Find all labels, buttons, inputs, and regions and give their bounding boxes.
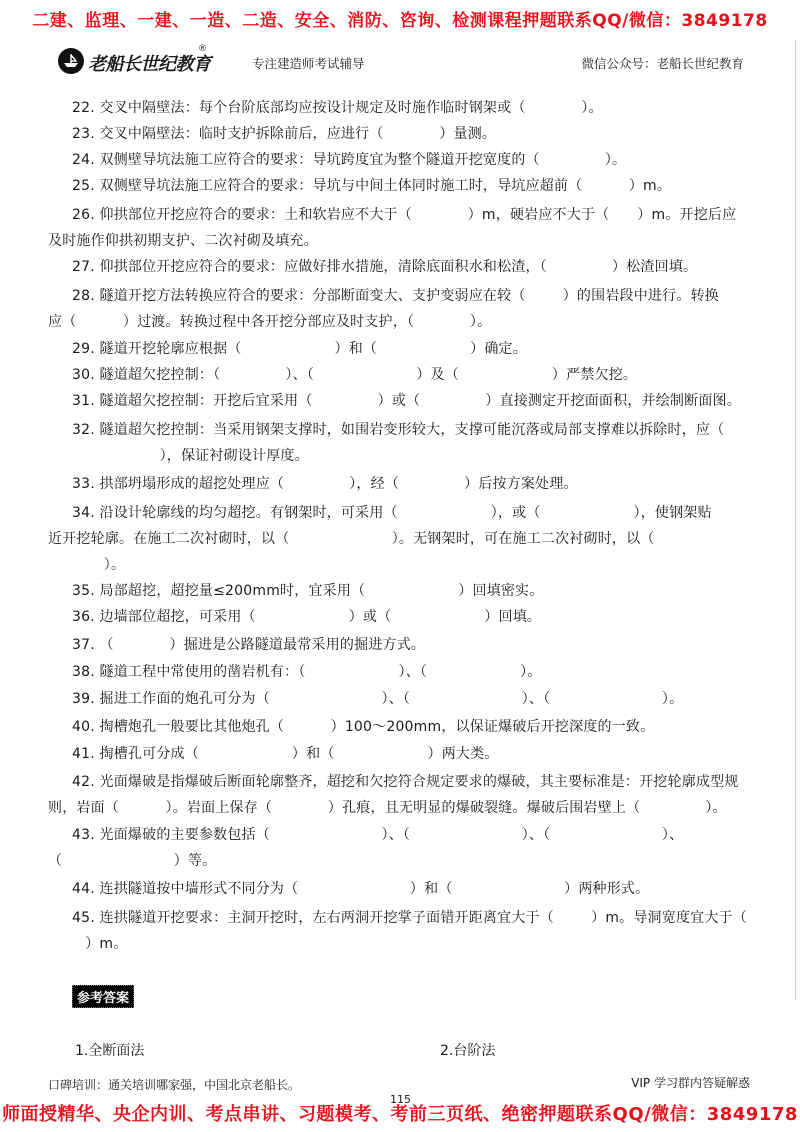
question-line: 40. 掏槽炮孔一般要比其他炮孔（ ）100～200mm，以保证爆破后开挖深度的一致。 bbox=[72, 719, 655, 735]
top-banner: 二建、监理、一建、一造、二造、安全、消防、咨询、检测课程押题联系QQ/微信：3849178 bbox=[32, 11, 768, 31]
bottom-banner: 师面授精华、央企内训、考点串讲、习题模考、考前三页纸、绝密押题联系QQ/微信：3849178 bbox=[2, 1104, 798, 1125]
question-line: 28. 隧道开挖方法转换应符合的要求：分部断面变大、支护变弱应在较（ ）的围岩段中进行。转换 bbox=[72, 288, 719, 304]
answers-heading: 参考答案 bbox=[72, 985, 134, 1008]
question-line: 33. 拱部坍塌形成的超挖处理应（ ），经（ ）后按方案处理。 bbox=[72, 476, 578, 492]
question-line: 37. （ ）掘进是公路隧道最常采用的掘进方式。 bbox=[72, 637, 426, 653]
question-line: 23. 交叉中隔壁法：临时支护拆除前后，应进行（ ）量测。 bbox=[72, 126, 497, 142]
question-line: 41. 掏槽孔可分成（ ）和（ ）两大类。 bbox=[72, 746, 499, 762]
answer-item: 1.全断面法 bbox=[75, 1043, 145, 1059]
question-line: 26. 仰拱部位开挖应符合的要求：土和软岩应不大于（ ）m，硬岩应不大于（ ）m。开挖后应 bbox=[72, 207, 737, 223]
question-continuation: 应（ ）过渡。转换过程中各开挖分部应及时支护，（ ）。 bbox=[48, 314, 492, 330]
question-line: 22. 交叉中隔壁法：每个台阶底部均应按设计规定及时施作临时钢架或（ ）。 bbox=[72, 100, 603, 116]
question-line: 30. 隧道超欠挖控制：（ ）、（ ）及（ ）严禁欠挖。 bbox=[72, 367, 638, 383]
question-line: 36. 边墙部位超挖，可采用（ ）或（ ）回填。 bbox=[72, 609, 542, 625]
ship-logo-icon bbox=[58, 48, 84, 74]
question-continuation: 近开挖轮廓。在施工二次衬砌时，以（ ）。无钢架时，可在施工二次衬砌时，以（ bbox=[48, 531, 655, 547]
scan-edge-line bbox=[795, 40, 796, 1000]
answer-item: 2.台阶法 bbox=[440, 1043, 496, 1059]
footer-note: VIP 学习群内答疑解惑 bbox=[631, 1076, 750, 1090]
question-line: 35. 局部超挖，超挖量≤200mm时，宜采用（ ）回填密实。 bbox=[72, 583, 544, 599]
footer-slogan: 口碑培训：通关培训哪家强，中国北京老船长。 bbox=[48, 1078, 301, 1092]
question-line: 38. 隧道工程中常使用的凿岩机有：（ ）、（ ）。 bbox=[72, 664, 542, 680]
question-line: 25. 双侧壁导坑法施工应符合的要求：导坑与中间土体同时施工时，导坑应超前（ ）m。 bbox=[72, 178, 672, 194]
question-line: 43. 光面爆破的主要参数包括（ ）、（ ）、（ ）、 bbox=[72, 827, 684, 843]
question-line: 29. 隧道开挖轮廓应根据（ ）和（ ）确定。 bbox=[72, 341, 527, 357]
question-continuation: （ ）等。 bbox=[48, 853, 217, 869]
question-line: 34. 沿设计轮廓线的均匀超挖。有钢架时，可采用（ ），或（ ），使钢架贴 bbox=[72, 505, 712, 521]
question-line: 44. 连拱隧道按中墙形式不同分为（ ）和（ ）两种形式。 bbox=[72, 881, 650, 897]
question-line: 24. 双侧壁导坑法施工应符合的要求：导坑跨度宜为整个隧道开挖宽度的（ ）。 bbox=[72, 152, 627, 168]
question-continuation: ）m。 bbox=[48, 936, 128, 952]
question-continuation: 则，岩面（ ）。岩面上保存（ ）孔痕，且无明显的爆破裂缝。爆破后围岩壁上（ ）。 bbox=[48, 800, 727, 816]
question-continuation: ）。 bbox=[48, 557, 126, 573]
question-line: 39. 掘进工作面的炮孔可分为（ ）、（ ）、（ ）。 bbox=[72, 691, 684, 707]
brand-tagline: 专注建造师考试辅导 bbox=[252, 56, 365, 71]
question-line: 27. 仰拱部位开挖应符合的要求：应做好排水措施，清除底面积水和松渣，（ ）松渣回填。 bbox=[72, 259, 698, 275]
page-header bbox=[58, 44, 758, 76]
question-line: 32. 隧道超欠挖控制：当采用钢架支撑时，如围岩变形较大，支撑可能沉落或局部支撑难以拆除时，应（ bbox=[72, 422, 725, 438]
question-continuation: ），保证衬砌设计厚度。 bbox=[48, 448, 309, 464]
question-line: 42. 光面爆破是指爆破后断面轮廓整齐，超挖和欠挖符合规定要求的爆破，其主要标准是：开挖轮廓成型规 bbox=[72, 774, 739, 790]
question-line: 45. 连拱隧道开挖要求：主洞开挖时，左右两洞开挖掌子面错开距离宜大于（ ）m。导洞宽度宜大于（ bbox=[72, 910, 747, 926]
page-number: 115 bbox=[390, 1093, 411, 1106]
registered-mark: ® bbox=[198, 44, 207, 54]
question-continuation: 及时施作仰拱初期支护、二次衬砌及填充。 bbox=[48, 233, 318, 249]
wechat-account: 微信公众号：老船长世纪教育 bbox=[581, 56, 744, 71]
question-line: 31. 隧道超欠挖控制：开挖后宜采用（ ）或（ ）直接测定开挖面面积，并绘制断面图。 bbox=[72, 393, 741, 409]
brand-name: 老船长世纪教育 bbox=[88, 54, 211, 75]
